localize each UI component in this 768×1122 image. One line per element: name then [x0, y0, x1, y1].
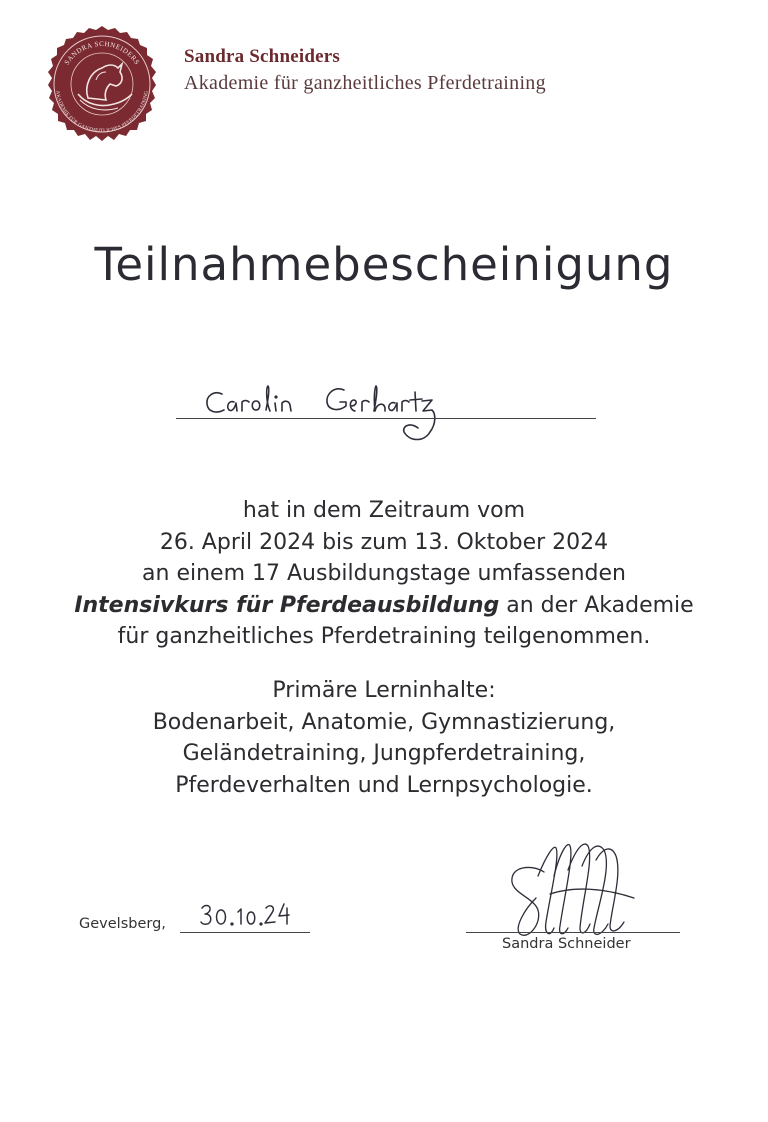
academy-seal-logo	[40, 24, 164, 148]
signer-name: Sandra Schneider	[502, 936, 631, 952]
place-label: Gevelsberg,	[79, 916, 166, 932]
body-line-4-rest: an der Akademie	[499, 592, 694, 618]
learning-content-line-1: Bodenarbeit, Anatomie, Gymnastizierung,	[152, 709, 616, 735]
participant-name-handwritten	[196, 370, 456, 454]
date-line	[180, 932, 310, 933]
organization-name: Sandra Schneiders	[184, 46, 340, 67]
learning-content-line-3: Pferdeverhalten und Lernpsychologie.	[175, 772, 593, 798]
signature-line	[466, 932, 680, 933]
certificate-title: Teilnahmebescheinigung	[94, 238, 674, 291]
seal-text-top: SANDRA SCHNEIDERS	[62, 39, 142, 67]
learning-content	[0, 675, 768, 801]
course-name: Intensivkurs für Pferdeausbildung	[74, 592, 500, 618]
organization-subtitle: Akademie für ganzheitliches Pferdetraining	[184, 72, 546, 94]
participant-name-line	[176, 418, 596, 419]
learning-content-line-2: Geländetraining, Jungpferdetraining,	[182, 741, 586, 766]
organization-header	[184, 46, 546, 95]
learning-content-heading: Primäre Lerninhalte:	[272, 678, 496, 703]
body-line-1: hat in dem Zeitraum vom	[242, 498, 526, 523]
body-line-5: für ganzheitliches Pferdetraining teilgenommen.	[117, 624, 651, 649]
certificate-body	[0, 495, 768, 653]
body-line-2: 26. April 2024 bis zum 13. Oktober 2024	[159, 529, 609, 555]
body-line-3: an einem 17 Ausbildungstage umfassenden	[142, 561, 626, 586]
seal-text-bottom: AKADEMIE FÜR GANZHEITLICHES PFERDETRAINING	[54, 90, 150, 135]
body-line-4	[0, 590, 768, 622]
date-handwritten	[196, 896, 296, 932]
